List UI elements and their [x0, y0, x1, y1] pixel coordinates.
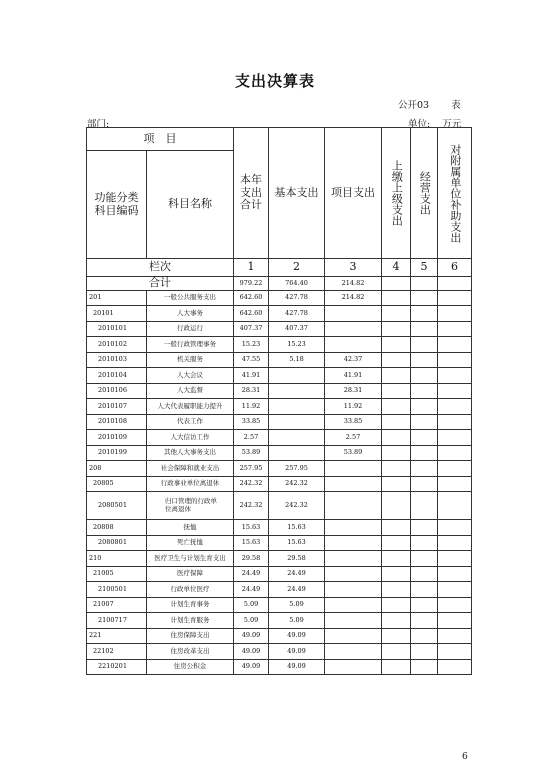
doc-number-label: 公开03 [398, 100, 430, 111]
empty-cell [438, 337, 472, 353]
row-code: 2010108 [87, 414, 147, 429]
row-code: 2010101 [87, 321, 147, 336]
row-code: 210 [87, 551, 147, 566]
row-total: 11.92 [234, 399, 269, 415]
empty-cell [411, 582, 438, 597]
row-basic: 242.32 [269, 476, 325, 491]
empty-cell [411, 337, 438, 353]
row-total: 28.31 [234, 383, 269, 398]
row-name: 医疗卫生与计划生育支出 [147, 551, 234, 566]
row-basic [269, 430, 325, 446]
empty-cell [438, 644, 472, 659]
row-basic: 15.63 [269, 535, 325, 551]
empty-cell [411, 551, 438, 566]
empty-cell [438, 566, 472, 582]
empty-cell [411, 597, 438, 613]
row-project [325, 321, 382, 336]
row-basic: 5.18 [269, 352, 325, 367]
header-project: 项目支出 [325, 128, 382, 259]
header-subsidy: 对附属单位补助支出 [448, 143, 462, 243]
row-code: 20805 [87, 476, 147, 491]
row-code: 2010104 [87, 368, 147, 384]
empty-cell [411, 277, 438, 291]
department-label: 部门: [87, 119, 110, 130]
row-name: 住房公积金 [147, 659, 234, 675]
row-code: 21007 [87, 597, 147, 613]
column-number: 1 [234, 259, 269, 277]
table-row [87, 352, 472, 367]
row-total: 49.09 [234, 659, 269, 675]
empty-cell [438, 277, 472, 291]
empty-cell [438, 414, 472, 429]
row-basic [269, 383, 325, 398]
row-code: 201 [87, 291, 147, 306]
table-row [87, 337, 472, 353]
empty-cell [382, 383, 411, 398]
empty-cell [438, 352, 472, 367]
row-basic: 49.09 [269, 659, 325, 675]
row-basic: 15.23 [269, 337, 325, 353]
empty-cell [438, 476, 472, 491]
row-name: 人大事务 [147, 306, 234, 322]
row-total: 642.60 [234, 291, 269, 306]
row-total: 15.23 [234, 337, 269, 353]
row-name: 人大监督 [147, 383, 234, 398]
row-total: 15.63 [234, 535, 269, 551]
row-code: 2080501 [87, 492, 147, 520]
empty-cell [438, 383, 472, 398]
row-project [325, 566, 382, 582]
row-project [325, 306, 382, 322]
expenditure-table [86, 127, 472, 675]
empty-cell [382, 659, 411, 675]
empty-cell [411, 476, 438, 491]
row-total: 53.89 [234, 445, 269, 460]
empty-cell [382, 613, 411, 628]
row-name: 一般行政管理事务 [147, 337, 234, 353]
row-project [325, 337, 382, 353]
row-basic: 49.09 [269, 628, 325, 644]
empty-cell [411, 291, 438, 306]
row-basic: 29.58 [269, 551, 325, 566]
empty-cell [411, 644, 438, 659]
row-name: 归口管理的行政单 位离退休 [147, 492, 234, 520]
empty-cell [438, 597, 472, 613]
total-basic: 764.40 [269, 277, 325, 291]
row-basic: 242.32 [269, 492, 325, 520]
row-project [325, 582, 382, 597]
empty-cell [438, 368, 472, 384]
row-name: 死亡抚恤 [147, 535, 234, 551]
row-name: 其他人大事务支出 [147, 445, 234, 460]
row-basic [269, 399, 325, 415]
total-amount: 979.22 [234, 277, 269, 291]
table-row [87, 492, 472, 520]
row-project: 2.57 [325, 430, 382, 446]
row-name: 一般公共服务支出 [147, 291, 234, 306]
empty-cell [382, 277, 411, 291]
empty-cell [411, 399, 438, 415]
empty-cell [382, 535, 411, 551]
empty-cell [438, 613, 472, 628]
header-business-cell [411, 128, 438, 259]
row-project [325, 659, 382, 675]
unit-label: 单位: [408, 119, 431, 130]
row-project [325, 551, 382, 566]
row-project [325, 476, 382, 491]
empty-cell [438, 321, 472, 336]
row-code: 2010102 [87, 337, 147, 353]
row-code: 2010107 [87, 399, 147, 415]
row-total: 2.57 [234, 430, 269, 446]
empty-cell [411, 659, 438, 675]
table-row [87, 368, 472, 384]
table-row [87, 613, 472, 628]
row-total: 407.37 [234, 321, 269, 336]
row-basic [269, 368, 325, 384]
table-row [87, 476, 472, 491]
empty-cell [411, 383, 438, 398]
row-basic: 5.09 [269, 613, 325, 628]
empty-cell [411, 566, 438, 582]
column-number-label: 栏次 [87, 259, 234, 277]
header-upper-cell [382, 128, 411, 259]
row-project: 28.31 [325, 383, 382, 398]
row-name: 行政单位医疗 [147, 582, 234, 597]
row-name: 人大会议 [147, 368, 234, 384]
column-number: 6 [438, 259, 472, 277]
table-row [87, 520, 472, 535]
unit-value: 万元 [442, 119, 462, 130]
row-total: 33.85 [234, 414, 269, 429]
row-basic: 407.37 [269, 321, 325, 336]
row-project: 214.82 [325, 291, 382, 306]
total-project: 214.82 [325, 277, 382, 291]
row-total: 49.09 [234, 628, 269, 644]
empty-cell [438, 520, 472, 535]
empty-cell [382, 582, 411, 597]
empty-cell [438, 492, 472, 520]
empty-cell [438, 445, 472, 460]
column-number: 4 [382, 259, 411, 277]
row-name: 行政运行 [147, 321, 234, 336]
table-row [87, 582, 472, 597]
table-row [87, 321, 472, 336]
table-row [87, 306, 472, 322]
row-name: 代表工作 [147, 414, 234, 429]
row-total: 242.32 [234, 476, 269, 491]
empty-cell [382, 520, 411, 535]
empty-cell [382, 597, 411, 613]
row-project: 11.92 [325, 399, 382, 415]
empty-cell [382, 368, 411, 384]
row-code: 2100717 [87, 613, 147, 628]
page-title: 支出决算表 [234, 72, 315, 90]
empty-cell [411, 520, 438, 535]
empty-cell [411, 430, 438, 446]
table-row [87, 597, 472, 613]
row-basic: 257.95 [269, 461, 325, 477]
table-row [87, 445, 472, 460]
row-code: 2010103 [87, 352, 147, 367]
empty-cell [438, 551, 472, 566]
empty-cell [438, 535, 472, 551]
empty-cell [438, 628, 472, 644]
row-name: 机关服务 [147, 352, 234, 367]
row-total: 642.60 [234, 306, 269, 322]
table-row [87, 551, 472, 566]
row-name: 人大信访工作 [147, 430, 234, 446]
empty-cell [411, 414, 438, 429]
row-code: 2010199 [87, 445, 147, 460]
table-row [87, 399, 472, 415]
empty-cell [382, 461, 411, 477]
row-code: 2010106 [87, 383, 147, 398]
header-func-code: 功能分类 科目编码 [87, 151, 147, 259]
table-row [87, 659, 472, 675]
row-name: 社会保障和就业支出 [147, 461, 234, 477]
doc-number [398, 97, 461, 111]
row-basic: 24.49 [269, 566, 325, 582]
empty-cell [382, 644, 411, 659]
empty-cell [382, 352, 411, 367]
empty-cell [411, 535, 438, 551]
empty-cell [382, 566, 411, 582]
table-row [87, 383, 472, 398]
row-basic: 49.09 [269, 644, 325, 659]
column-number: 3 [325, 259, 382, 277]
row-code: 2210201 [87, 659, 147, 675]
empty-cell [438, 461, 472, 477]
empty-cell [438, 399, 472, 415]
empty-cell [382, 399, 411, 415]
total-row [87, 277, 472, 291]
row-total: 242.32 [234, 492, 269, 520]
empty-cell [411, 613, 438, 628]
row-basic [269, 414, 325, 429]
table-row [87, 535, 472, 551]
empty-cell [438, 430, 472, 446]
row-basic: 5.09 [269, 597, 325, 613]
table-row [87, 430, 472, 446]
row-code: 208 [87, 461, 147, 477]
row-project [325, 492, 382, 520]
row-total: 15.63 [234, 520, 269, 535]
header-subsidy-cell [438, 128, 472, 259]
empty-cell [382, 291, 411, 306]
row-code: 20808 [87, 520, 147, 535]
row-name: 行政事业单位离退休 [147, 476, 234, 491]
row-project [325, 535, 382, 551]
row-code: 2100501 [87, 582, 147, 597]
row-total: 257.95 [234, 461, 269, 477]
empty-cell [382, 476, 411, 491]
total-label: 合计 [87, 277, 234, 291]
row-code: 2080801 [87, 535, 147, 551]
empty-cell [411, 352, 438, 367]
column-number: 2 [269, 259, 325, 277]
empty-cell [382, 337, 411, 353]
empty-cell [382, 430, 411, 446]
row-code: 221 [87, 628, 147, 644]
row-project [325, 613, 382, 628]
empty-cell [411, 321, 438, 336]
row-project [325, 461, 382, 477]
empty-cell [382, 551, 411, 566]
row-code: 2010109 [87, 430, 147, 446]
row-project [325, 628, 382, 644]
empty-cell [382, 492, 411, 520]
header-subject-name: 科目名称 [147, 151, 234, 259]
empty-cell [438, 582, 472, 597]
column-number-row [87, 259, 472, 277]
row-project [325, 597, 382, 613]
row-code: 22102 [87, 644, 147, 659]
table-row [87, 644, 472, 659]
row-basic: 15.63 [269, 520, 325, 535]
empty-cell [438, 306, 472, 322]
row-name: 计划生育服务 [147, 613, 234, 628]
empty-cell [411, 461, 438, 477]
row-total: 24.49 [234, 566, 269, 582]
empty-cell [411, 368, 438, 384]
row-name: 人大代表履职能力提升 [147, 399, 234, 415]
empty-cell [382, 321, 411, 336]
header-total: 本年 支出 合计 [234, 128, 269, 259]
table-row [87, 628, 472, 644]
column-number: 5 [411, 259, 438, 277]
empty-cell [382, 445, 411, 460]
row-name: 计划生育事务 [147, 597, 234, 613]
row-total: 49.09 [234, 644, 269, 659]
row-basic: 24.49 [269, 582, 325, 597]
row-total: 5.09 [234, 613, 269, 628]
row-code: 20101 [87, 306, 147, 322]
row-code: 21005 [87, 566, 147, 582]
header-upper: 上缴上级支出 [390, 160, 404, 226]
row-project: 33.85 [325, 414, 382, 429]
row-name: 住房改革支出 [147, 644, 234, 659]
row-total: 47.55 [234, 352, 269, 367]
table-row [87, 566, 472, 582]
row-project [325, 644, 382, 659]
header-item: 项 目 [87, 128, 234, 151]
empty-cell [411, 445, 438, 460]
row-total: 41.91 [234, 368, 269, 384]
table-row [87, 291, 472, 306]
table-row [87, 414, 472, 429]
row-total: 24.49 [234, 582, 269, 597]
header-business: 经营支出 [418, 171, 432, 215]
empty-cell [438, 291, 472, 306]
row-basic [269, 445, 325, 460]
row-total: 29.58 [234, 551, 269, 566]
empty-cell [411, 492, 438, 520]
header-basic: 基本支出 [269, 128, 325, 259]
page-number: 6 [462, 752, 468, 762]
empty-cell [411, 306, 438, 322]
row-project: 42.37 [325, 352, 382, 367]
row-project [325, 520, 382, 535]
row-name: 医疗保障 [147, 566, 234, 582]
table-row [87, 461, 472, 477]
row-basic: 427.78 [269, 291, 325, 306]
empty-cell [411, 628, 438, 644]
row-basic: 427.78 [269, 306, 325, 322]
empty-cell [382, 306, 411, 322]
doc-number-suffix: 表 [451, 100, 461, 111]
row-project: 53.89 [325, 445, 382, 460]
empty-cell [438, 659, 472, 675]
row-project: 41.91 [325, 368, 382, 384]
row-name: 抚恤 [147, 520, 234, 535]
row-name: 住房保障支出 [147, 628, 234, 644]
empty-cell [382, 628, 411, 644]
row-total: 5.09 [234, 597, 269, 613]
empty-cell [382, 414, 411, 429]
